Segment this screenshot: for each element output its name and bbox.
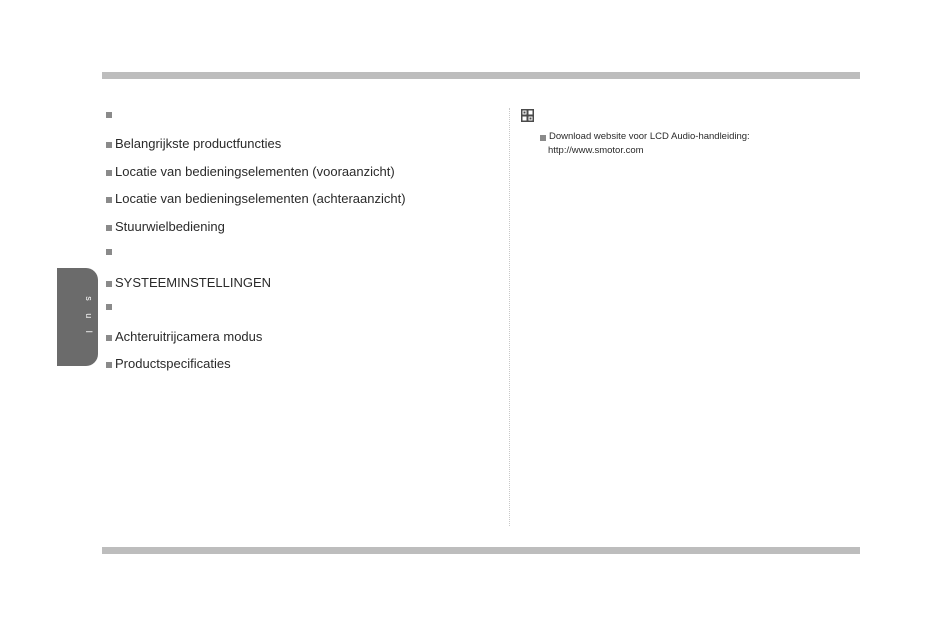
toc-item-label: Productspecificaties (115, 356, 231, 371)
side-tab (57, 268, 98, 366)
toc-item (106, 191, 406, 207)
download-text: Download website voor LCD Audio-handleiding: (549, 131, 750, 142)
bullet-icon (106, 362, 112, 368)
top-rule (102, 72, 860, 79)
bullet-icon (106, 225, 112, 231)
toc-item-label: SYSTEEMINSTELLINGEN (115, 275, 272, 290)
toc-item-label: Stuurwielbediening (115, 219, 225, 234)
download-info (540, 130, 750, 158)
bottom-rule (102, 547, 860, 554)
toc-item-label: Achteruitrijcamera modus (115, 329, 263, 344)
toc-item (106, 356, 231, 372)
bullet-icon (106, 304, 112, 310)
toc-item (106, 219, 225, 235)
toc-item-label: Locatie van bedieningselementen (achteraanzicht) (115, 191, 406, 206)
bullet-icon (106, 170, 112, 176)
toc-item-label: Belangrijkste productfuncties (115, 136, 282, 151)
bullet-icon (106, 142, 112, 148)
bullet-icon (106, 112, 112, 118)
toc-item (106, 302, 115, 310)
grid-icon (521, 109, 534, 122)
bullet-icon (106, 249, 112, 255)
bullet-icon (106, 197, 112, 203)
download-url[interactable]: http://www.smotor.com (548, 145, 644, 156)
toc-item (106, 164, 395, 180)
toc-item (106, 275, 271, 291)
toc-item-label: Locatie van bedieningselementen (vooraanzicht) (115, 164, 395, 179)
toc-item (106, 136, 281, 152)
toc-item (106, 247, 115, 255)
bullet-icon (106, 335, 112, 341)
toc-item (106, 329, 262, 345)
bullet-icon (540, 135, 546, 141)
bullet-icon (106, 281, 112, 287)
side-tab-label: s u l (83, 296, 94, 338)
column-divider (509, 108, 510, 526)
toc-item (106, 110, 115, 118)
